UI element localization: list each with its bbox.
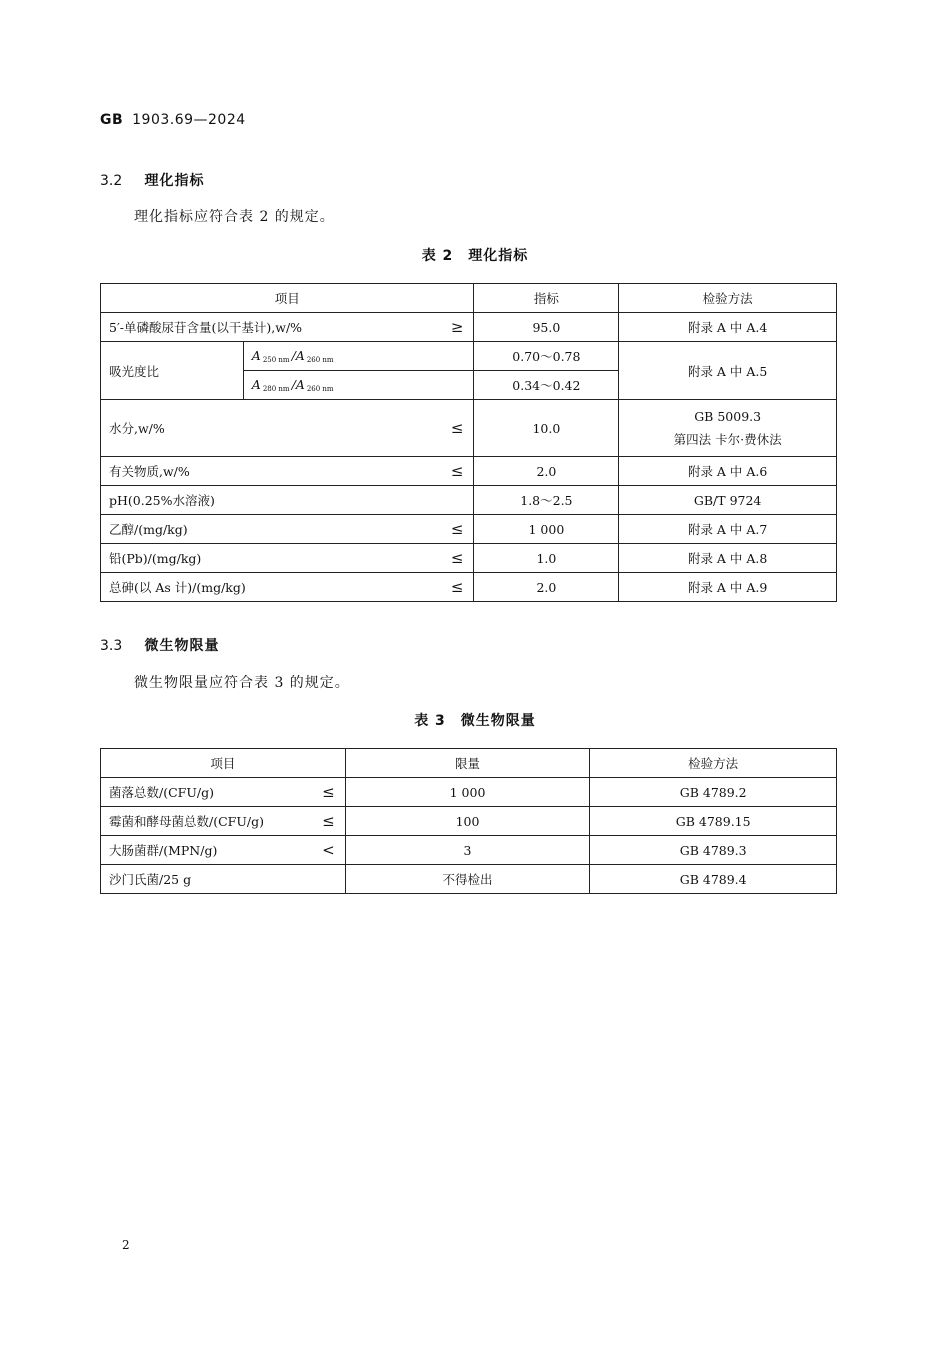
item-label: 5′-单磷酸尿苷含量(以干基计),w/%	[109, 320, 303, 335]
item-cell: 沙门氏菌/25 g	[101, 865, 346, 894]
method-line: 第四法 卡尔·费休法	[673, 431, 782, 447]
comparison-symbol: ≤	[450, 549, 464, 567]
wavelength-subscript: 260 nm	[306, 356, 334, 364]
section-number: 3.3	[100, 638, 123, 654]
table-row	[101, 400, 837, 457]
wavelength-subscript: 250 nm	[262, 356, 290, 364]
header-indicator: 指标	[474, 284, 619, 313]
table-row	[101, 486, 837, 515]
comparison-symbol: ≤	[450, 462, 464, 480]
method-cell: 附录 A 中 A.7	[619, 515, 837, 544]
item-label: 水分,w/%	[109, 421, 165, 436]
item-label: 霉菌和酵母菌总数/(CFU/g)	[109, 814, 264, 829]
header-limit: 限量	[345, 749, 590, 778]
value-cell: 0.34～0.42	[474, 371, 619, 400]
table-row	[101, 457, 837, 486]
section-title: 微生物限量	[144, 638, 220, 654]
value-cell: 1 000	[345, 778, 590, 807]
table-row	[101, 836, 837, 865]
table-header-row	[101, 284, 837, 313]
item-cell	[101, 544, 474, 573]
header-item: 项目	[101, 749, 346, 778]
comparison-symbol: ≤	[322, 783, 335, 801]
table-row	[101, 865, 837, 894]
table-row	[101, 573, 837, 602]
table-2-caption: 表 2 理化指标	[421, 248, 529, 264]
item-label: 有关物质,w/%	[109, 464, 190, 479]
item-cell	[101, 313, 474, 342]
method-cell: 附录 A 中 A.5	[619, 342, 837, 400]
table-row	[101, 342, 837, 371]
table-row	[101, 313, 837, 342]
item-cell: pH(0.25%水溶液)	[101, 486, 474, 515]
item-label: 铅(Pb)/(mg/kg)	[109, 551, 202, 566]
method-cell: GB/T 9724	[619, 486, 837, 515]
header-method: 检验方法	[590, 749, 837, 778]
section-3-3-paragraph: 微生物限量应符合表 3 的规定。	[134, 675, 350, 691]
method-cell: 附录 A 中 A.8	[619, 544, 837, 573]
wavelength-subscript: 280 nm	[262, 385, 290, 393]
wavelength-subscript: 260 nm	[306, 385, 334, 393]
method-cell: GB 4789.4	[590, 865, 837, 894]
value-cell: 1.0	[474, 544, 619, 573]
item-label: 乙醇/(mg/kg)	[109, 522, 188, 537]
item-label: 大肠菌群/(MPN/g)	[109, 843, 218, 858]
value-cell: 不得检出	[345, 865, 590, 894]
comparison-symbol: ≤	[322, 812, 335, 830]
table-3-microbial-limits	[100, 748, 837, 894]
item-cell	[101, 836, 346, 865]
absorbance-symbol: /A	[291, 377, 305, 392]
absorbance-symbol: /A	[291, 348, 305, 363]
page-number: 2	[122, 1238, 130, 1252]
comparison-symbol: ≥	[450, 318, 464, 336]
method-cell: 附录 A 中 A.6	[619, 457, 837, 486]
item-cell	[101, 457, 474, 486]
item-cell	[101, 807, 346, 836]
section-number: 3.2	[100, 173, 123, 189]
value-cell: 10.0	[474, 400, 619, 457]
table-2-physicochemical	[100, 283, 837, 602]
absorbance-symbol: A	[251, 377, 261, 392]
value-cell: 1 000	[474, 515, 619, 544]
value-cell: 3	[345, 836, 590, 865]
value-cell: 1.8～2.5	[474, 486, 619, 515]
header-method: 检验方法	[619, 284, 837, 313]
value-cell: 100	[345, 807, 590, 836]
method-cell: GB 4789.15	[590, 807, 837, 836]
standard-prefix: GB	[100, 112, 124, 128]
item-cell	[101, 778, 346, 807]
sub-item-cell	[243, 342, 474, 371]
comparison-symbol: ≤	[450, 520, 464, 538]
item-cell: 吸光度比	[101, 342, 244, 400]
standard-number: 1903.69—2024	[132, 112, 246, 128]
item-cell	[101, 400, 474, 457]
comparison-symbol: ≤	[450, 578, 464, 596]
section-3-2-paragraph: 理化指标应符合表 2 的规定。	[134, 209, 335, 225]
method-line: GB 5009.3	[694, 408, 762, 424]
table-header-row	[101, 749, 837, 778]
method-cell: 附录 A 中 A.4	[619, 313, 837, 342]
absorbance-symbol: A	[251, 348, 261, 363]
value-cell: 0.70～0.78	[474, 342, 619, 371]
method-cell	[619, 400, 837, 457]
section-3-2-heading	[100, 170, 204, 190]
table-row	[101, 515, 837, 544]
table-row	[101, 544, 837, 573]
header-item: 项目	[101, 284, 474, 313]
comparison-symbol: <	[322, 841, 335, 859]
value-cell: 95.0	[474, 313, 619, 342]
table-3-caption: 表 3 微生物限量	[414, 713, 536, 729]
document-header	[100, 112, 246, 128]
comparison-symbol: ≤	[450, 419, 464, 437]
table-row	[101, 807, 837, 836]
method-cell: GB 4789.2	[590, 778, 837, 807]
item-label: 菌落总数/(CFU/g)	[109, 785, 214, 800]
method-cell: 附录 A 中 A.9	[619, 573, 837, 602]
section-3-3-heading	[100, 635, 219, 655]
section-title: 理化指标	[144, 173, 205, 189]
method-cell: GB 4789.3	[590, 836, 837, 865]
item-cell	[101, 515, 474, 544]
value-cell: 2.0	[474, 573, 619, 602]
item-label: 总砷(以 As 计)/(mg/kg)	[109, 580, 246, 595]
table-row	[101, 778, 837, 807]
value-cell: 2.0	[474, 457, 619, 486]
sub-item-cell	[243, 371, 474, 400]
item-cell	[101, 573, 474, 602]
